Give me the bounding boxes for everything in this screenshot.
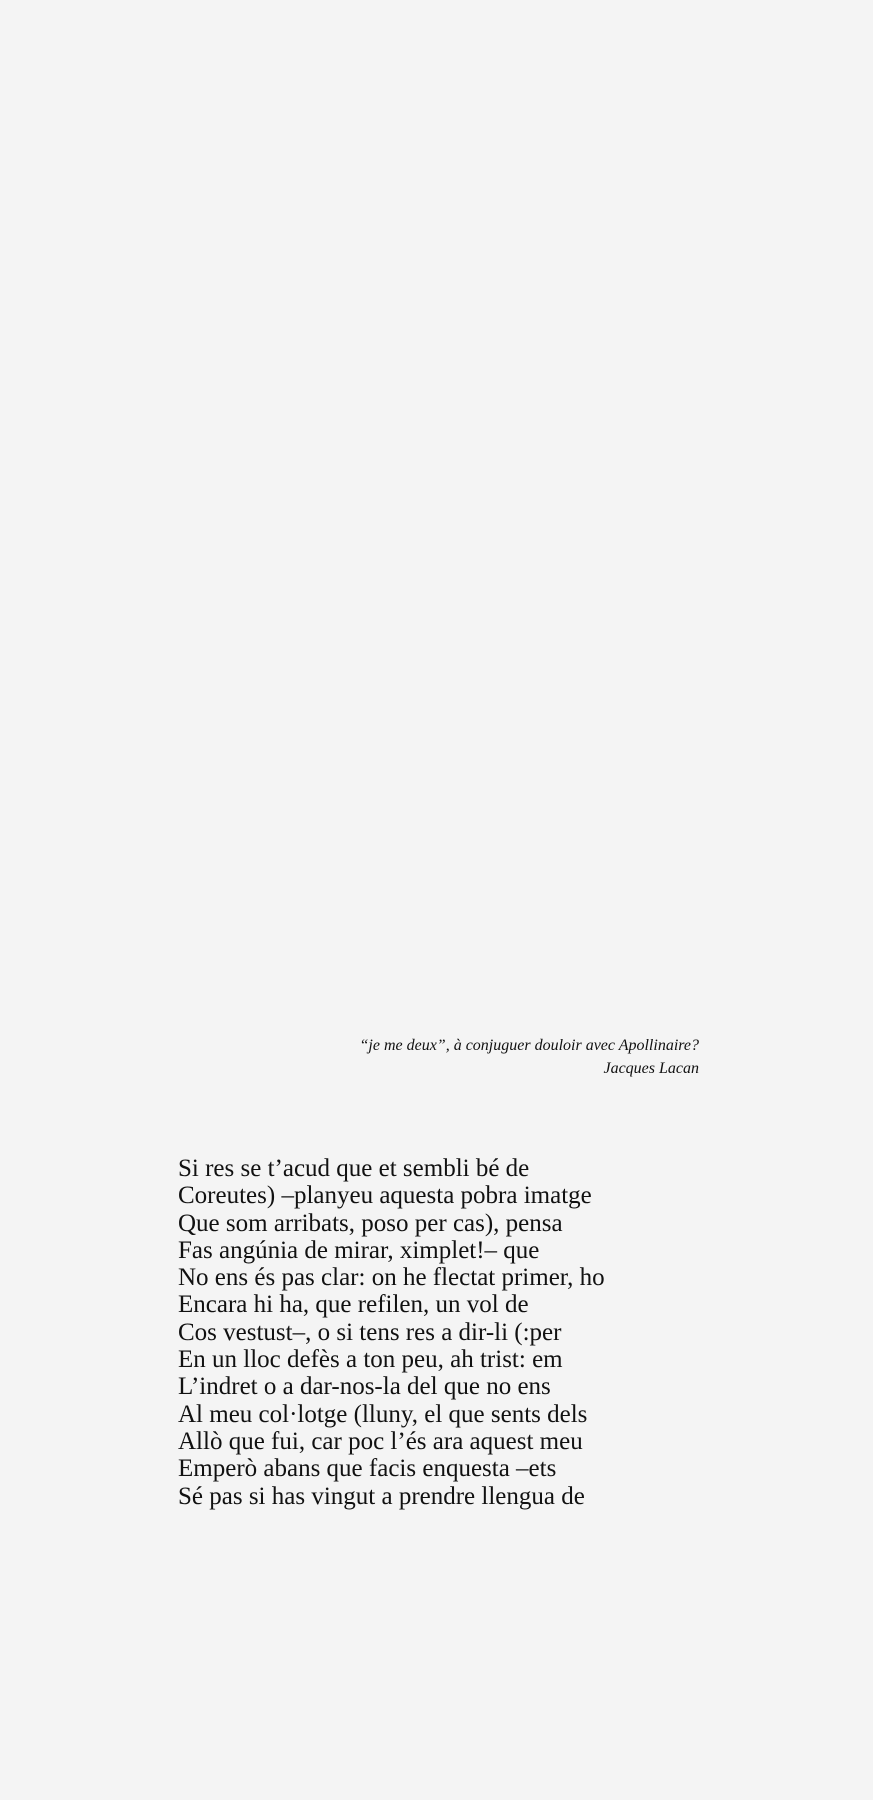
poem-line: Coreutes) –planyeu aquesta pobra imatge xyxy=(178,1182,592,1210)
epigraph-quote: “je me deux”, à conjuguer douloir avec Apollinaire? xyxy=(359,1037,699,1054)
poem-line: Encara hi ha, que refilen, un vol de xyxy=(178,1291,529,1319)
poem-line: Fas angúnia de mirar, ximplet!– que xyxy=(178,1236,540,1264)
poem-line: Cos vestust–, o si tens res a dir-li (:per xyxy=(178,1318,562,1346)
poem-line: No ens és pas clar: on he flectat primer, ho xyxy=(178,1264,605,1292)
poem xyxy=(178,1155,738,1510)
epigraph xyxy=(200,1034,699,1080)
poem-line: Sé pas si has vingut a prendre llengua de xyxy=(178,1482,585,1510)
poem-line: Allò que fui, car poc l’és ara aquest meu xyxy=(178,1427,583,1455)
poem-line: Que som arribats, poso per cas), pensa xyxy=(178,1209,563,1237)
poem-line: Emperò abans que facis enquesta –ets xyxy=(178,1455,557,1483)
poem-line: Si res se t’acud que et sembli bé de xyxy=(178,1155,530,1182)
poem-line: L’indret o a dar-nos-la del que no ens xyxy=(178,1373,551,1401)
poem-line: Al meu col·lotge (lluny, el que sents dels xyxy=(178,1400,588,1428)
epigraph-author: Jacques Lacan xyxy=(603,1060,699,1077)
poem-line: En un lloc defès a ton peu, ah trist: em xyxy=(178,1346,563,1374)
